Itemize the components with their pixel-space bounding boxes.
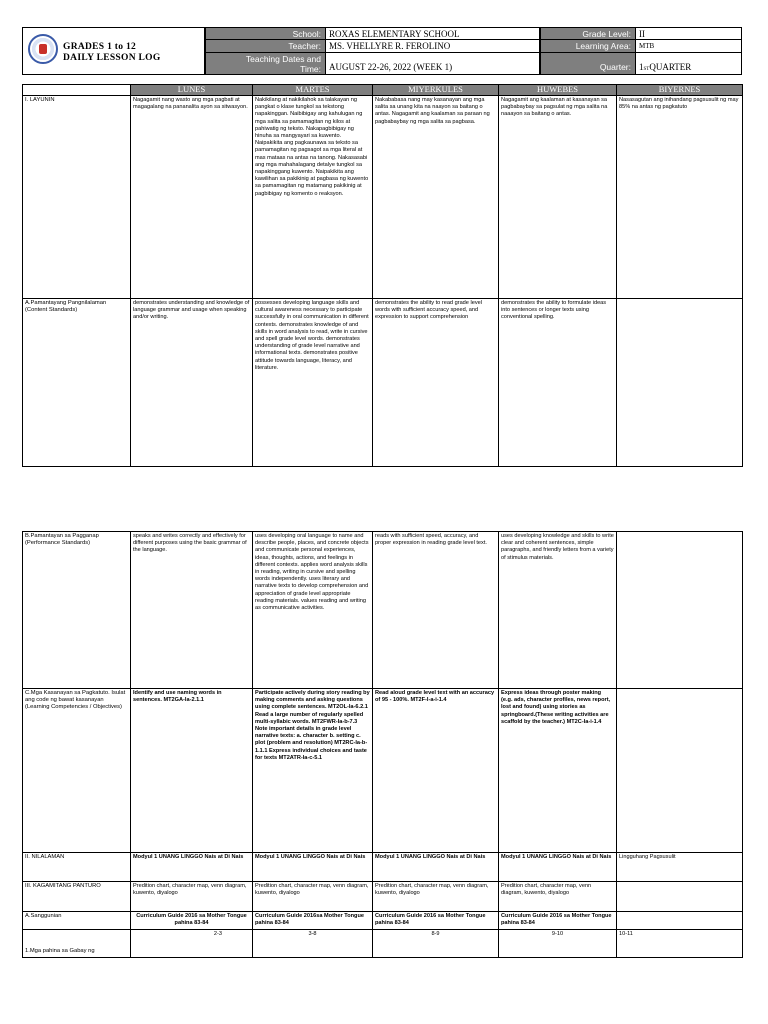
cell-pahina-martes: 3-8 [253, 930, 373, 958]
row-label-sanggunian: A.Sanggunian [23, 912, 131, 930]
day-header-lunes: LUNES [131, 85, 253, 96]
day-header-row [23, 85, 743, 96]
dates-label-line2: Time: [300, 63, 321, 74]
header-title-line2: DAILY LESSON LOG [63, 53, 161, 63]
quarter-suffix: ST [643, 67, 650, 72]
cell-kagamitan-miyerkules: Predition chart, character map, venn diagram, kuwento, diyalogo [373, 882, 499, 912]
cell-nilalaman-huwebes: Modyul 1 UNANG LINGGO Nais at Di Nais [499, 853, 617, 882]
teacher-label: Teacher: [205, 40, 325, 53]
cell-pahina-huwebes: 9-10 [499, 930, 617, 958]
row-label-learning-competencies: C.Mga Kasanayan sa Pagkatuto. Isulat ang code ng bawat kasanayan (Learning Competencies / Objectives) [23, 689, 131, 853]
cell-content-martes: possesses developing language skills and cultural awareness necessary to participate successfully in oral communication in different contexts. demonstrates knowledge of and skills in word analysis to read, write in cursive and spell grade level words. demonstrates understanding of grade level narrative and informational texts. demonstrates positive attitude towards language, literacy, and literature. [253, 299, 373, 467]
cell-performance-huwebes: uses developing knowledge and skills to write clear and coherent sentences, simple paragraphs, and friendly letters from a variety of stimulus materials. [499, 532, 617, 689]
cell-sanggunian-martes: Curriculum Guide 2016sa Mother Tongue pahina 83-84 [253, 912, 373, 930]
quarter-value [635, 53, 742, 75]
quarter-word: QUARTER [649, 62, 692, 72]
cell-layunin-lunes: Nagagamit nang wasto ang mga pagbati at magagalang na pananalita ayon sa sitwasyon. [131, 96, 253, 299]
quarter-number: 1 [639, 62, 644, 72]
deped-seal-icon [28, 34, 58, 64]
cell-pahina-miyerkules: 8-9 [373, 930, 499, 958]
dll-header [22, 27, 742, 75]
header-title-line1: GRADES 1 to 12 [63, 42, 137, 52]
day-header-huwebes: HUWEBES [499, 85, 617, 96]
row-sanggunian [23, 912, 743, 930]
cell-competency-martes: Participate actively during story reading by making comments and asking questions using complete sentences. MT2OL-Ia-6.2.1 Read a large number of regularly spelled multi-syllabic words. MT2FWR-Ia-b-7.3 Note important details in grade level narrative texts: a. character b. setting c. plot (problem and resolution) MT2RC-Ia-b-1.1.1 Express individual choices and taste for texts MT2ATR-Ia-c-5.1 [253, 689, 373, 853]
cell-kagamitan-biyernes [617, 882, 743, 912]
header-title-box [22, 27, 205, 75]
quarter-label: Quarter: [540, 53, 635, 75]
cell-competency-huwebes: Express ideas through poster making (e.g. ads, character profiles, news report, lost and found) using stories as springboard.(These writing activities are scaffold by the teacher.) MT2C-Ia-i-1.4 [499, 689, 617, 853]
grade-level-label: Grade Level: [540, 27, 635, 40]
cell-nilalaman-martes: Modyul 1 UNANG LINGGO Nais at Di Nais [253, 853, 373, 882]
row-learning-competencies [23, 689, 743, 853]
cell-pahina-biyernes: 10-11 [617, 930, 743, 958]
day-header-biyernes: BIYERNES [617, 85, 743, 96]
row-label-layunin: I. LAYUNIN [23, 96, 131, 299]
cell-content-lunes: demonstrates understanding and knowledge of language grammar and usage when speaking and/or writing. [131, 299, 253, 467]
cell-nilalaman-biyernes: Lingguhang Pagsusulit [617, 853, 743, 882]
cell-performance-martes: uses developing oral language to name and describe people, places, and concrete objects and communicate personal experiences, ideas, thoughts, actions, and feelings in different contexts. applies word analysis skills in reading, writing in cursive and spelling words independently. uses literary and narrative texts to develop comprehension and appreciation of grade level appropriate reading materials. values reading and writing as communicative activities. [253, 532, 373, 689]
row-content-standards [23, 299, 743, 467]
dates-label-line1: Teaching Dates and [245, 53, 321, 64]
school-value: ROXAS ELEMENTARY SCHOOL [325, 27, 540, 40]
cell-kagamitan-martes: Predition chart, character map, venn diagram, kuwento, diyalogo [253, 882, 373, 912]
row-label-performance-standards: B.Pamantayan sa Pagganap (Performance Standards) [23, 532, 131, 689]
learning-area-label: Learning Area: [540, 40, 635, 53]
cell-kagamitan-lunes: Predition chart, character map, venn diagram, kuwento, diyalogo [131, 882, 253, 912]
dates-label [205, 53, 325, 75]
teacher-value: MS. VHELLYRE R. FEROLINO [325, 40, 540, 53]
cell-sanggunian-lunes: Curriculum Guide 2016 sa Mother Tongue pahina 83-84 [131, 912, 253, 930]
cell-layunin-miyerkules: Nakababasa nang may kasanayan ang mga salita sa unang kita na naayon sa baitang o antas. Nagagamit ang kaalaman sa paraan ng pagbabaybay ng mga salita sa pagbasa. [373, 96, 499, 299]
cell-layunin-biyernes: Nasasagutan ang inihandang pagsusulit ng may 85% na antas ng pagkatuto [617, 96, 743, 299]
row-label-content-standards: A.Pamantayang Pangnilalaman (Content Standards) [23, 299, 131, 467]
row-nilalaman [23, 853, 743, 882]
row-layunin [23, 96, 743, 299]
cell-kagamitan-huwebes: Predition chart, character map, venn diagram, kuwento, diyalogo [499, 882, 617, 912]
cell-sanggunian-miyerkules: Curriculum Guide 2016 sa Mother Tongue pahina 83-84 [373, 912, 499, 930]
row-performance-standards [23, 532, 743, 689]
lesson-table-bottom [22, 531, 743, 958]
cell-content-biyernes [617, 299, 743, 467]
lesson-table-top [22, 84, 743, 467]
cell-competency-miyerkules: Read aloud grade level text with an accuracy of 95 - 100%. MT2F-I-a-i-1.4 [373, 689, 499, 853]
cell-competency-biyernes [617, 689, 743, 853]
cell-content-huwebes: demonstrates the ability to formulate ideas into sentences or longer texts using conventional spelling. [499, 299, 617, 467]
cell-performance-biyernes [617, 532, 743, 689]
row-kagamitang-panturo [23, 882, 743, 912]
day-header-martes: MARTES [253, 85, 373, 96]
header-corner-cell [23, 85, 131, 96]
cell-sanggunian-biyernes [617, 912, 743, 930]
cell-performance-miyerkules: reads with sufficient speed, accuracy, and proper expression in reading grade level text. [373, 532, 499, 689]
row-label-nilalaman: II. NILALAMAN [23, 853, 131, 882]
grade-level-value: II [635, 27, 742, 40]
cell-layunin-martes: Nakikilang at nakikilahok sa talakayan ng pangkat o klase tungkol sa tekstong napakinggan. Naibibigay ang kahulugan ng mga salita sa pamamagitan ng kilos at pahiwatig ng teksto. Nakapagbibigay ng hinuha sa mangyayari sa kuwento. Naipakikita ang pagkaunawa sa teksto sa pamamagitan ng pagsagot sa mga literal at mas mataas na antas na tanong. Nakasasabi ang mga mahahalagang detalye tungkol sa napakinggang kuwento. Naipakikita ang kawilihan sa pakikinig at pagbasa ng kuwento sa pamamagitan ng matamang pakikinig at pagbibigay ng komento o reaksyon. [253, 96, 373, 299]
cell-pahina-lunes: 2-3 [131, 930, 253, 958]
cell-competency-lunes: Identify and use naming words in sentences. MT2GA-Ia-2.1.1 [131, 689, 253, 853]
cell-performance-lunes: speaks and writes correctly and effectively for different purposes using the basic grammar of the language. [131, 532, 253, 689]
cell-sanggunian-huwebes: Curriculum Guide 2016 sa Mother Tongue pahina 83-84 [499, 912, 617, 930]
school-label: School: [205, 27, 325, 40]
cell-layunin-huwebes: Nagagamit ang kaalaman at kasanayan sa pagbabaybay sa pagsulat ng mga salita na naaayon sa baitang o antas. [499, 96, 617, 299]
row-label-gabay-pahina: 1.Mga pahina sa Gabay ng [23, 930, 131, 958]
cell-nilalaman-lunes: Modyul 1 UNANG LINGGO Nais at Di Nais [131, 853, 253, 882]
header-info-grid [205, 27, 742, 75]
row-gabay-pahina [23, 930, 743, 958]
cell-nilalaman-miyerkules: Modyul 1 UNANG LINGGO Nais at Di Nais [373, 853, 499, 882]
header-title [63, 42, 161, 64]
row-label-kagamitang-panturo: III. KAGAMITANG PANTURO [23, 882, 131, 912]
learning-area-value: MTB [635, 40, 742, 53]
dates-value: AUGUST 22-26, 2022 (WEEK 1) [325, 53, 540, 75]
day-header-miyerkules: MIYERKULES [373, 85, 499, 96]
cell-content-miyerkules: demonstrates the ability to read grade level words with sufficient accuracy speed, and expression to support comprehension [373, 299, 499, 467]
